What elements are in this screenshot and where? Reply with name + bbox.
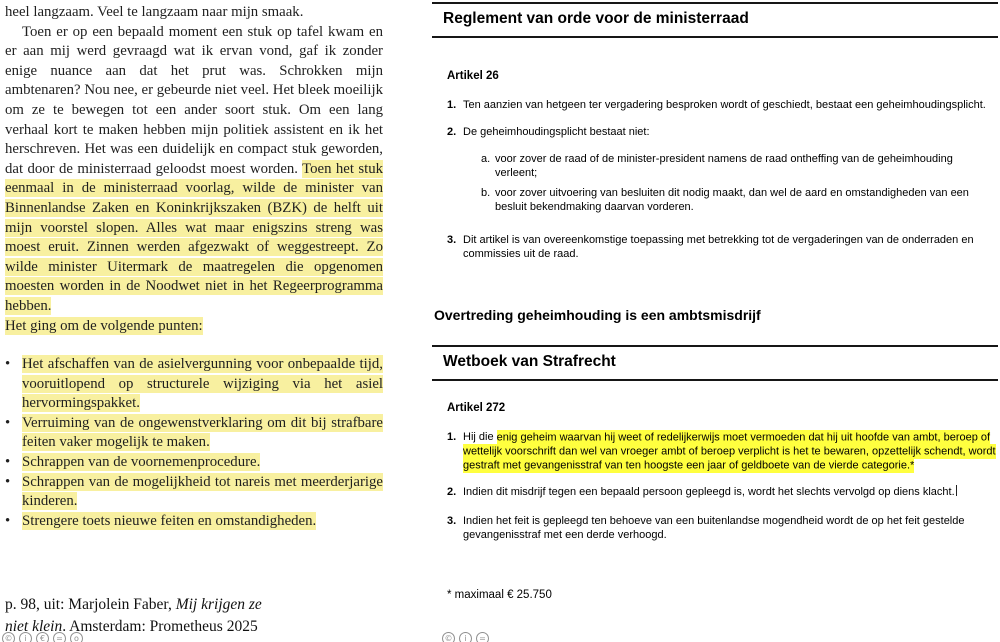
bullet-icon: • xyxy=(5,473,11,490)
bullet-item xyxy=(5,512,383,532)
highlighted-text: Schrappen van de voornemenprocedure. xyxy=(22,454,261,471)
highlighted-text: Verruiming van de ongewenstverklaring om dit bij strafbare feiten vaker mogelijk te maken. xyxy=(22,414,383,451)
artikel-26-list xyxy=(432,98,998,261)
bullet-icon: • xyxy=(5,454,11,471)
cc-icon: © xyxy=(442,632,455,642)
bullet-text xyxy=(22,355,383,414)
numbered-item xyxy=(447,98,998,112)
text-cursor xyxy=(956,485,957,496)
citation-text: p. 98, uit: Marjolein Faber, xyxy=(5,596,176,613)
book-paragraph xyxy=(5,3,383,23)
bullet-text xyxy=(22,512,383,532)
highlighted-text: Schrappen van de mogelijkheid tot nareis met meerderjarige kinderen. xyxy=(22,473,383,510)
item-text xyxy=(463,125,998,220)
book-bullet-list xyxy=(5,355,383,531)
nc-icon: € xyxy=(36,632,49,642)
citation-title: Mij krijgen ze xyxy=(175,596,262,613)
item-text xyxy=(463,98,998,112)
numbered-item xyxy=(447,233,998,261)
attribution-icon: i xyxy=(19,632,32,642)
body-text: heel langzaam. Veel te langzaam naar mijn smaak. xyxy=(5,4,304,20)
citation-line xyxy=(5,594,345,616)
sa-icon: o xyxy=(70,632,83,642)
body-text: Ten aanzien van hetgeen ter vergadering besproken wordt of geschiedt, bestaat een geheimhoudingsplicht. xyxy=(463,99,986,111)
highlighted-text: Toen het stuk eenmaal in de ministerraad voorlag, wilde de minister van Binnenlandse Zaken en Koninkrijkszaken (BZK) de helft uit mijn voorstel slopen. Alles wat maar enigszins streng was moest eruit. Zinnen werden afgezwakt of weggestreept. Zo wilde minister Uitermark de maatregelen die opgenomen moesten worden in de Noodwet niet in het Regeerprogramma hebben. xyxy=(5,160,384,314)
item-number: 1. xyxy=(447,99,457,111)
footnote: * maximaal € 25.750 xyxy=(447,589,552,601)
item-text xyxy=(463,485,998,499)
divider xyxy=(432,36,998,38)
artikel-272-label: Artikel 272 xyxy=(447,402,506,414)
artikel-272-list xyxy=(432,430,998,542)
highlighted-text: Het afschaffen van de asielvergunning voor onbepaalde tijd, vooruitlopend op structurele wijziging via het asiel hervormingspakket. xyxy=(22,356,383,412)
bullet-text xyxy=(22,453,383,473)
body-text: Dit artikel is van overeenkomstige toepassing met betrekking tot de vergaderingen van de onderraden en commissies uit de raad. xyxy=(463,234,974,260)
attribution-icon: i xyxy=(459,632,472,642)
citation xyxy=(5,594,345,637)
numbered-item xyxy=(447,430,998,472)
numbered-item xyxy=(447,514,998,542)
item-number: 2. xyxy=(447,126,457,138)
body-text: Indien het feit is gepleegd ten behoeve van een buitenlandse mogendheid wordt de op het feit gestelde gevangenisstraf met een derde verhoogd. xyxy=(463,515,965,541)
item-number: 3. xyxy=(447,515,457,527)
divider xyxy=(432,379,998,381)
highlighted-text: Het ging om de volgende punten: xyxy=(5,317,203,334)
cc-icon: © xyxy=(2,632,15,642)
heading-reglement: Reglement van orde voor de ministerraad xyxy=(443,10,749,27)
bullet-text xyxy=(22,473,383,512)
book-page xyxy=(4,3,384,642)
bullet-item xyxy=(5,473,383,512)
highlighted-text: Strengere toets nieuwe feiten en omstandigheden. xyxy=(22,512,317,529)
citation-text: . Amsterdam: Prometheus 2025 xyxy=(62,617,258,635)
bullet-item xyxy=(5,414,383,453)
item-text xyxy=(463,430,998,472)
body-text: Hij die xyxy=(463,431,497,443)
item-letter: a. xyxy=(481,153,491,165)
bullet-item xyxy=(5,355,383,414)
item-number: 2. xyxy=(447,486,457,498)
sub-list xyxy=(481,152,998,214)
bullet-text xyxy=(22,414,383,453)
citation-title: niet klein xyxy=(5,617,63,635)
bullet-icon: • xyxy=(5,414,11,431)
lettered-item xyxy=(481,152,998,180)
book-paragraph xyxy=(5,23,383,317)
heading-wetboek: Wetboek van Strafrecht xyxy=(443,353,616,370)
bullet-icon: • xyxy=(5,356,11,373)
item-text: voor zover uitvoering van besluiten dit nodig maakt, dan wel de aard en omstandigheden van een besluit bekendmaking daarvan vorderen. xyxy=(495,187,969,213)
artikel-26-label: Artikel 26 xyxy=(447,70,499,82)
book-text xyxy=(5,3,383,336)
item-text xyxy=(463,514,998,542)
item-number: 1. xyxy=(447,431,457,443)
item-letter: b. xyxy=(481,187,491,199)
nd-icon: = xyxy=(53,632,66,642)
numbered-item xyxy=(447,125,998,220)
body-text: Toen er op een bepaald moment een stuk op tafel kwam en er aan mij werd gevraagd wat ik ervan vond, gaf ik zonder enige nuance aan dat het prut was. Schrokken mijn ambtenaren? Nou nee, er gebeurde niet veel. Het bleek moeilijk om ze te bewegen tot een ander soort stuk. Om een lang verhaal kort te maken hebben mijn politiek assistent en ik het herschreven. Het was een duidelijk en compact stuk geworden, dat door de ministerraad geloodst moest worden. xyxy=(5,23,383,177)
lettered-item xyxy=(481,186,998,214)
body-text: Indien dit misdrijf tegen een bepaald persoon gepleegd is, wordt het slechts vervolgd op diens klacht. xyxy=(463,486,955,498)
highlighted-text: enig geheim waarvan hij weet of redelijkerwijs moet vermoeden dat hij uit hoofde van ambt, beroep of wettelijk voorschrift dan wel van vroeger ambt of beroep verplicht is het te bewaren, opzettelijk schendt, wordt gestraft met gevangenisstraf van ten hoogste een jaar of geldboete van de vierde categorie.* xyxy=(463,431,996,471)
book-paragraph xyxy=(5,317,383,337)
body-text: De geheimhoudingsplicht bestaat niet: xyxy=(463,126,650,138)
license-icons-right xyxy=(442,632,489,642)
item-number: 3. xyxy=(447,234,457,246)
heading-overtreding: Overtreding geheimhouding is een ambtsmisdrijf xyxy=(434,307,761,323)
bullet-item xyxy=(5,453,383,473)
bullet-icon: • xyxy=(5,512,11,529)
item-text: voor zover de raad of de minister-president namens de raad ontheffing van de geheimhouding verleent; xyxy=(495,153,953,179)
numbered-item xyxy=(447,485,998,499)
document-panel xyxy=(432,0,998,642)
item-text xyxy=(463,233,998,261)
license-icons-left xyxy=(2,632,83,642)
nd-icon: = xyxy=(476,632,489,642)
